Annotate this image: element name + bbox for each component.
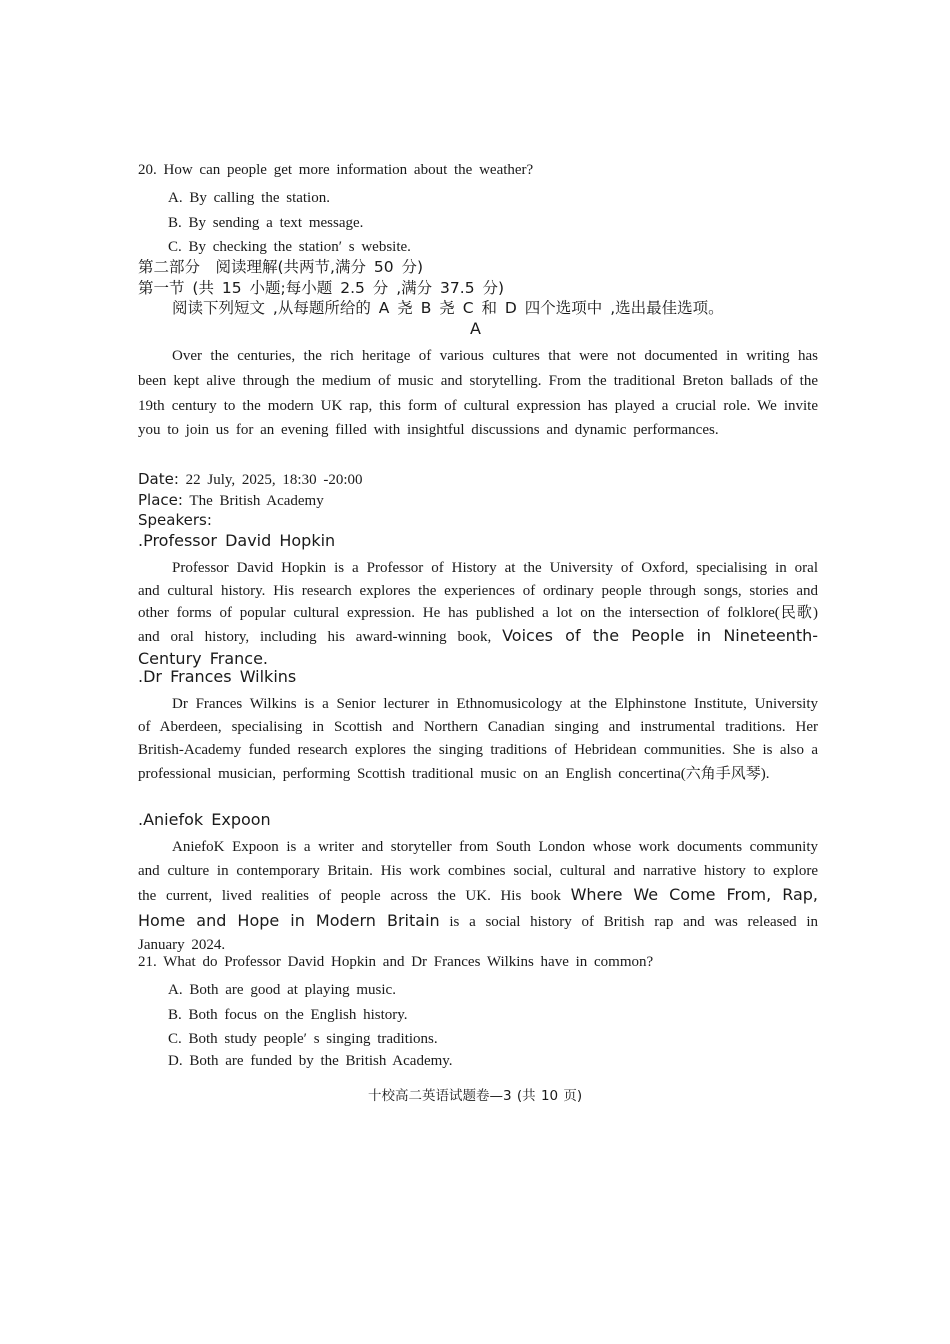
question-21-option-b: B. Both focus on the English history. — [168, 1007, 408, 1023]
question-21-stem: 21. What do Professor David Hopkin and Dr Frances Wilkins have in common? — [138, 954, 654, 970]
date-value: 22 July, 2025, 18:30 -20:00 — [185, 472, 363, 488]
speaker-2-bio — [138, 693, 818, 786]
question-21-option-d: D. Both are funded by the British Academy. — [168, 1053, 453, 1069]
speakers-label: Speakers: — [138, 511, 212, 529]
speaker-1-bio-text: Professor David Hopkin is a Professor of History at the University of Oxford, specialising in oral and cultural history. His research explores the experiences of ordinary people through songs, stories and other forms of popular cultural expression. He has published a lot on the intersection of folklore(民歌) and oral history, including his award-winning book, — [138, 560, 818, 645]
part-title: 第二部分 阅读理解(共两节,满分 50 分) — [138, 258, 424, 276]
question-21-option-a: A. Both are good at playing music. — [168, 982, 396, 998]
event-place — [138, 490, 324, 511]
question-20-option-b: B. By sending a text message. — [168, 215, 364, 231]
section-instruction: 阅读下列短文 ,从每题所给的 A 尧 B 尧 C 和 D 四个选项中 ,选出最佳选项。 — [172, 299, 724, 317]
page-footer: 十校高二英语试题卷—3 (共 10 页) — [368, 1088, 583, 1104]
passage-letter: A — [470, 319, 481, 338]
speaker-2-bio-text: Dr Frances Wilkins is a Senior lecturer in Ethnomusicology at the Elphinstone Institute, University of Aberdeen, specialising in Scottish and Northern Canadian singing and instrumental traditions. Her British-Academy funded research explores the singing traditions of Hebridean communities. She is also a professional musician, performing Scottish traditional music on an English concertina(六角手风琴). — [138, 696, 818, 782]
speaker-3-book-title: Where We Come From, Rap, Home and Hope in Modern Britain — [138, 885, 819, 930]
section-subtitle: 第一节 (共 15 小题;每小题 2.5 分 ,满分 37.5 分) — [138, 279, 505, 297]
passage-intro-text: Over the centuries, the rich heritage of various cultures that were not documented in writing has been kept alive through the medium of music and storytelling. From the traditional Breton ballads of the 19th century to the modern UK rap, this form of cultural expression has played a crucial role. We invite you to join us for an evening filled with insightful discussions and dynamic performances. — [138, 348, 818, 439]
place-value: The British Academy — [189, 493, 324, 509]
place-label: Place: — [138, 491, 183, 509]
speaker-1-bio — [138, 557, 818, 672]
passage-intro — [138, 344, 818, 443]
speaker-2-name: .Dr Frances Wilkins — [138, 667, 297, 686]
speaker-3-bio-text: AniefoK Expoon is a writer and storyteller from South London whose work documents community and culture in contemporary Britain. His work combines social, cultural and narrative history to explore the current, lived realities of people across the UK. His book — [138, 839, 818, 905]
speaker-1-book-title: Voices of the People in Nineteenth-Century France. — [138, 625, 819, 669]
question-20-stem: 20. How can people get more information about the weather? — [138, 162, 534, 178]
speaker-3-bio — [138, 836, 818, 958]
question-20-option-a: A. By calling the station. — [168, 190, 330, 206]
question-20-option-c: C. By checking the station′ s website. — [168, 239, 411, 255]
speaker-3-bio-end: is a social history of British rap and was released in January 2024. — [138, 913, 819, 954]
speaker-1-name: .Professor David Hopkin — [138, 531, 336, 550]
date-label: Date: — [138, 470, 179, 488]
speaker-3-name: .Aniefok Expoon — [138, 810, 271, 829]
event-date — [138, 469, 363, 490]
question-21-option-c: C. Both study people′ s singing traditions. — [168, 1031, 438, 1047]
